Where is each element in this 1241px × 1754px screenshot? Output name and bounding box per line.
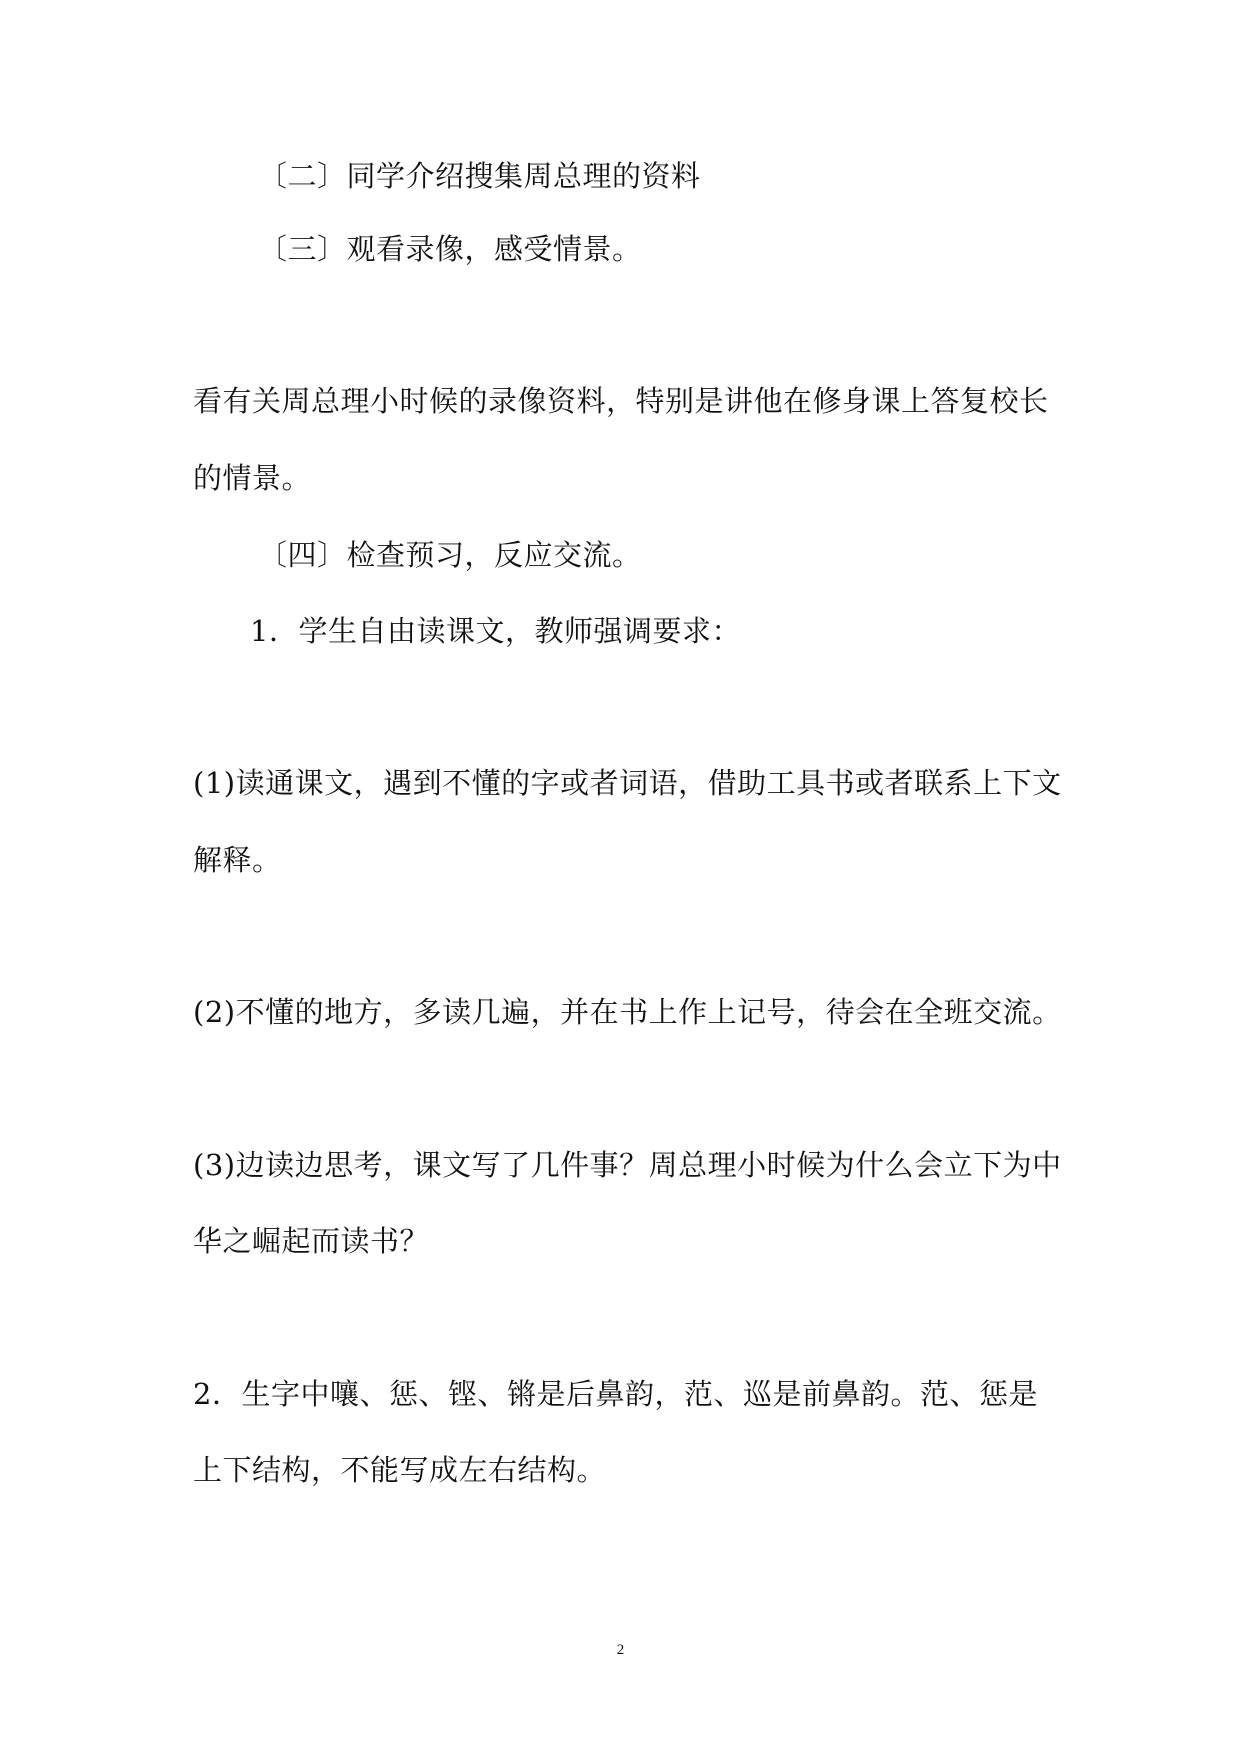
sub-item-1-line: 解释。 (193, 843, 282, 877)
list-item-1: 1．学生自由读课文，教师强调要求： (250, 614, 741, 648)
list-item-2-line: 2．生字中嚷、惩、铿、锵是后鼻韵，范、巡是前鼻韵。范、惩是 (193, 1377, 1038, 1411)
heading-section-4: 〔四〕检查预习，反应交流。 (258, 538, 642, 572)
heading-section-2: 〔二〕同学介绍搜集周总理的资料 (258, 159, 701, 193)
sub-item-3-line: (3)边读边思考，课文写了几件事？周总理小时候为什么会立下为中 (193, 1148, 1062, 1182)
page-number: 2 (616, 1642, 625, 1658)
paragraph-line: 看有关周总理小时候的录像资料，特别是讲他在修身课上答复校长 (193, 384, 1049, 418)
sub-item-2-line: (2)不懂的地方，多读几遍，并在书上作上记号，待会在全班交流。 (193, 995, 1062, 1029)
heading-section-3: 〔三〕观看录像，感受情景。 (258, 232, 642, 266)
paragraph-line: 的情景。 (193, 461, 312, 495)
list-item-2-line: 上下结构，不能写成左右结构。 (193, 1453, 607, 1487)
sub-item-3-line: 华之崛起而读书？ (193, 1224, 430, 1258)
sub-item-1-line: (1)读通课文，遇到不懂的字或者词语，借助工具书或者联系上下文 (193, 766, 1062, 800)
